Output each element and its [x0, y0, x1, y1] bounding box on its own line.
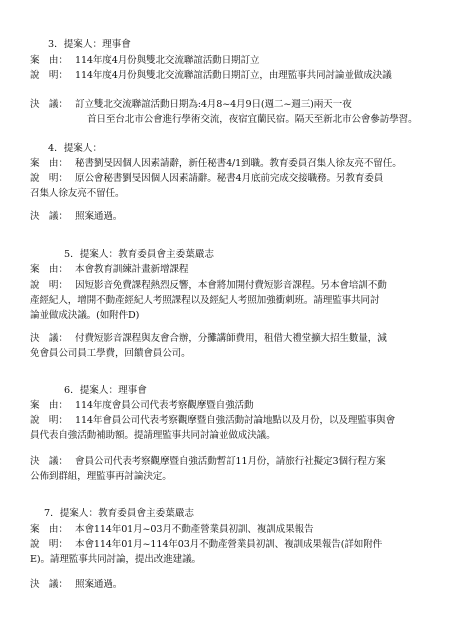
proposal-4-header: 4．提案人：: [48, 143, 103, 154]
proposal-4-explain-line-1: 原公會秘書劉旻因個人因素請辭。秘書4月底前完成交接職務。另教育委員: [75, 173, 384, 184]
proposal-7-explain-line-1: 本會114年01月~114年03月不動產營業員初訓、複訓成果報告(詳如附件: [75, 539, 383, 550]
proposal-6-resolution-line-2: 公佈到群組，理監事再討論決定。: [30, 471, 172, 482]
proposal-6-reason-label: 案 由：: [30, 400, 68, 411]
proposal-6-reason-text: 114年度會員公司代表考察觀摩暨自強活動: [75, 400, 254, 411]
proposal-5-explain-line-2: 產經紀人，增開不動產經紀人考照課程以及經紀人考照加強衝刺班。請理監事共同討: [30, 295, 380, 306]
proposal-7-header: 7．提案人：教育委員會主委葉嚴志: [44, 508, 195, 519]
proposal-7-resolution-label: 決 議：: [30, 579, 68, 590]
proposal-5-explain-label: 說 明：: [30, 280, 68, 291]
proposal-7-explain-line-2: E)。請理監事共同討論，提出改進建議。: [30, 554, 201, 565]
proposal-4-explain-label: 說 明：: [30, 173, 68, 184]
proposal-7-reason-text: 本會114年01月~03月不動產營業員初訓、複訓成果報告: [75, 524, 314, 535]
proposal-3-resolution-line-1: 訂立雙北交流聯誼活動日期為:4月8~4月9日(週二~週三)兩天一夜: [75, 99, 352, 110]
proposal-6-explain-line-2: 員代表自強活動補助額。提請理監事共同討論並做成決議。: [30, 430, 276, 441]
proposal-3-explain-text: 114年度4月份與雙北交流聯誼活動日期訂立，由理監事共同討論並做成決議: [75, 70, 392, 81]
proposal-6-header: 6．提案人：理事會: [64, 385, 147, 396]
proposal-5-reason-label: 案 由：: [30, 264, 68, 275]
proposal-5-header: 5．提案人：教育委員會主委葉嚴志: [64, 249, 215, 260]
proposal-3-reason-label: 案 由：: [30, 55, 68, 66]
proposal-4-reason-text: 秘書劉旻因個人因素請辭，新任秘書4/1到職。教育委員召集人徐友亮不留任。: [75, 158, 402, 169]
proposal-7-resolution-text: 照案通過。: [75, 579, 123, 590]
proposal-3-resolution-label: 決 議：: [30, 99, 68, 110]
proposal-4-reason-label: 案 由：: [30, 158, 68, 169]
proposal-3-header: 3．提案人：理事會: [48, 39, 131, 50]
proposal-3-reason-text: 114年度4月份與雙北交流聯誼活動日期訂立: [75, 55, 260, 66]
proposal-5-resolution-label: 決 議：: [30, 333, 68, 344]
proposal-5-resolution-line-2: 免會員公司員工學費，回饋會員公司。: [30, 348, 191, 359]
proposal-5-resolution-line-1: 付費短影音課程與友會合辦，分攤講師費用，租借大禮堂擴大招生數量，減: [75, 333, 387, 344]
proposal-3-explain-label: 說 明：: [30, 70, 68, 81]
proposal-6-resolution-label: 決 議：: [30, 456, 68, 467]
proposal-6-explain-label: 說 明：: [30, 415, 68, 426]
proposal-5-explain-line-1: 因短影音免費課程熱烈反響，本會將加開付費短影音課程。另本會培訓不動: [75, 280, 387, 291]
proposal-5-reason-text: 本會教育訓練計畫新增課程: [75, 264, 189, 275]
proposal-6-resolution-line-1: 會員公司代表考察觀摩暨自強活動暫訂11月份，請旅行社擬定3個行程方案: [75, 456, 386, 467]
proposal-7-explain-label: 說 明：: [30, 539, 68, 550]
proposal-4-explain-line-2: 召集人徐友亮不留任。: [30, 188, 125, 199]
proposal-4-resolution-label: 決 議：: [30, 211, 68, 222]
proposal-3-resolution-line-2: 首日至台北市公會進行學術交流，夜宿宜蘭民宿。隔天至新北市公會參訪學習。: [87, 114, 418, 125]
proposal-6-explain-line-1: 114年會員公司代表考察觀摩暨自強活動討論地點以及月份，以及理監事與會: [75, 415, 396, 426]
proposal-4-resolution-text: 照案通過。: [75, 211, 123, 222]
proposal-7-reason-label: 案 由：: [30, 524, 68, 535]
proposal-5-explain-line-3: 論並做成決議。(如附件D): [30, 310, 140, 321]
